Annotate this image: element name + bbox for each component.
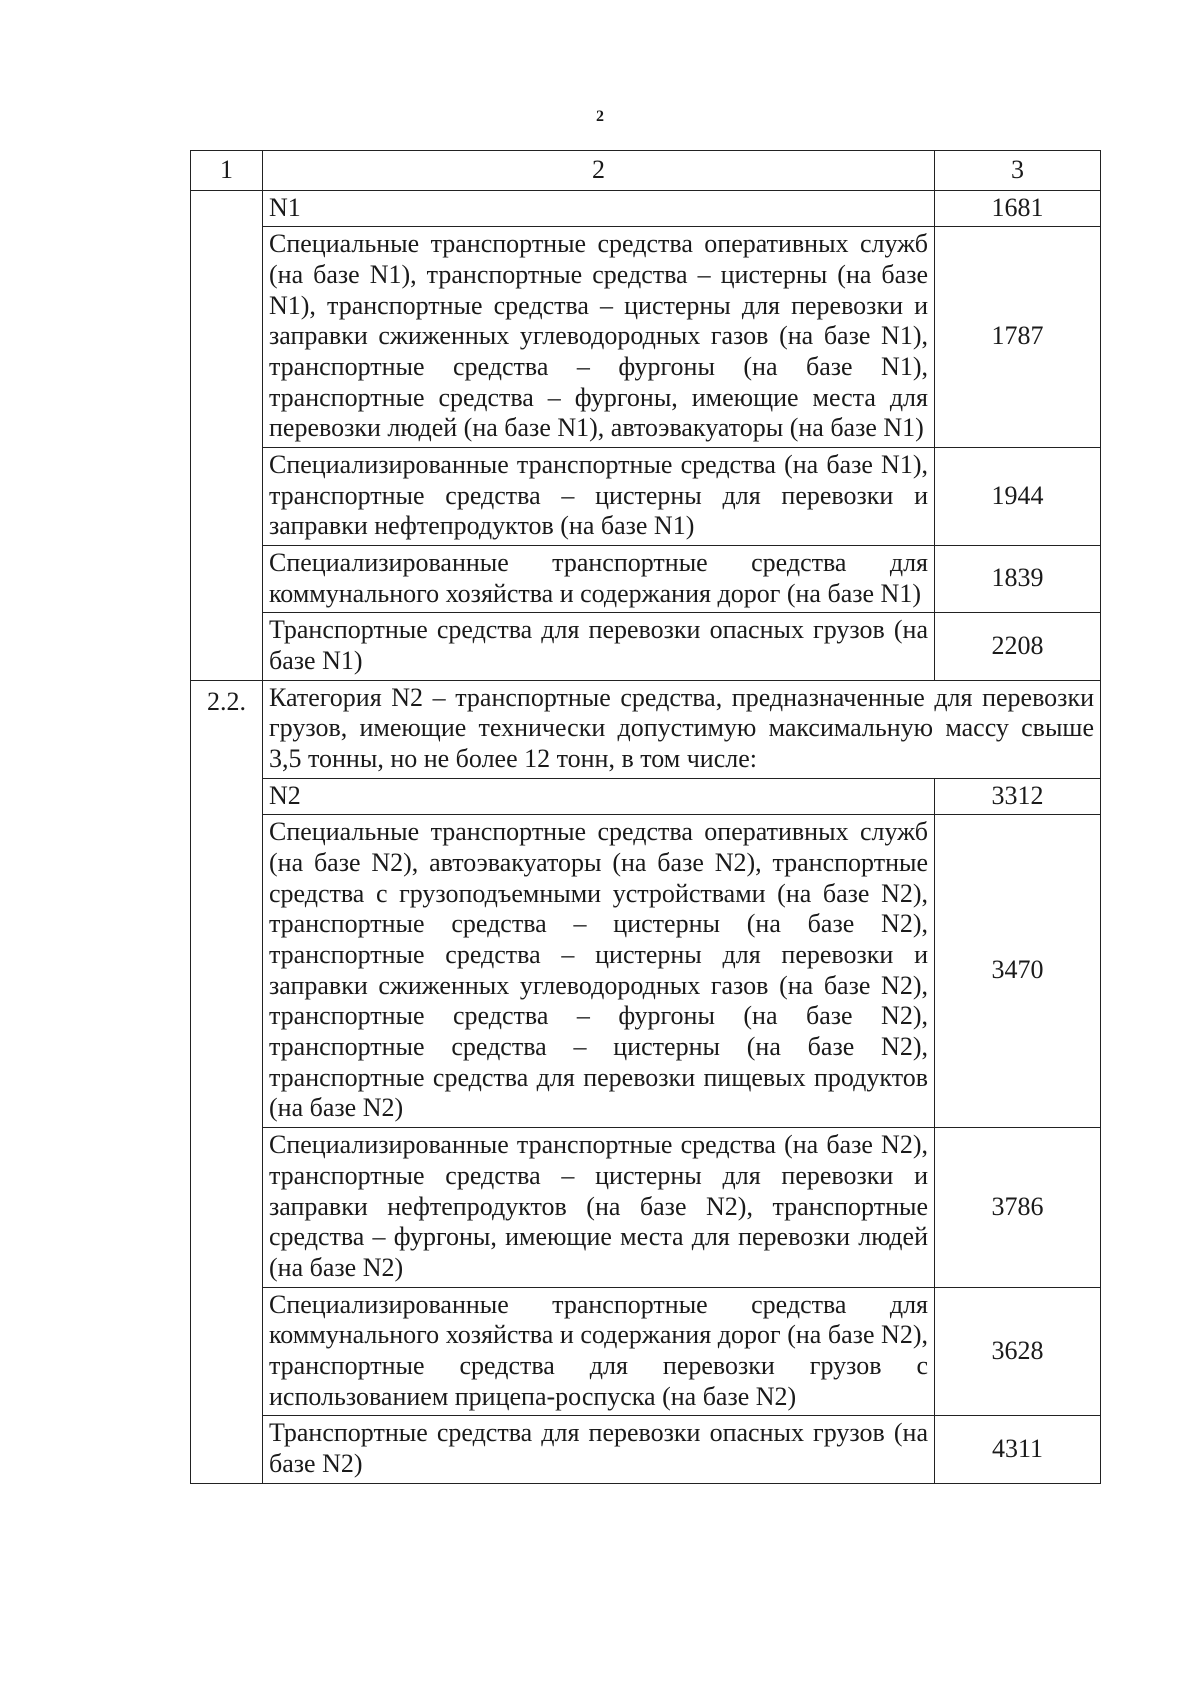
value-cell: 1944 bbox=[935, 448, 1101, 546]
column-header: 1 bbox=[191, 151, 263, 191]
vehicle-type-cell: Специализированные транспортные средства (на базе N1), транспортные средства – цистерны для перевозки и заправки нефтепродуктов (на базе N1) bbox=[263, 448, 935, 546]
value-cell: 1839 bbox=[935, 546, 1101, 613]
column-header: 2 bbox=[263, 151, 935, 191]
table-row bbox=[191, 227, 1101, 448]
vehicle-type-cell: Специализированные транспортные средства для коммунального хозяйства и содержания дорог (на базе N1) bbox=[263, 546, 935, 613]
table-row bbox=[191, 778, 1101, 815]
vehicle-type-cell: Специализированные транспортные средства (на базе N2), транспортные средства – цистерны для перевозки и заправки нефтепродуктов (на базе N2), транспортные средства – фургоны, имеющие места для перевозки людей (на базе N2) bbox=[263, 1128, 935, 1287]
table-header-row bbox=[191, 151, 1101, 191]
group-number bbox=[191, 190, 263, 680]
vehicle-type-cell: Специализированные транспортные средства для коммунального хозяйства и содержания дорог (на базе N2), транспортные средства для перевозки грузов с использованием прицепа-роспуска (на базе N2) bbox=[263, 1287, 935, 1416]
category-description: Категория N2 – транспортные средства, предназначенные для перевозки грузов, имеющие технически допустимую максимальную массу свыше 3,5 тонны, но не более 12 тонн, в том числе: bbox=[263, 680, 1101, 778]
vehicle-type-cell: N1 bbox=[263, 190, 935, 227]
table-row bbox=[191, 1287, 1101, 1416]
value-cell: 1681 bbox=[935, 190, 1101, 227]
table-row bbox=[191, 1416, 1101, 1483]
vehicle-type-cell: N2 bbox=[263, 778, 935, 815]
value-cell: 3786 bbox=[935, 1128, 1101, 1287]
page-number: 2 bbox=[596, 108, 604, 125]
value-cell: 3470 bbox=[935, 815, 1101, 1128]
value-cell: 3628 bbox=[935, 1287, 1101, 1416]
value-cell: 2208 bbox=[935, 613, 1101, 680]
vehicle-type-cell: Специальные транспортные средства оперативных служб (на базе N1), транспортные средства – цистерны (на базе N1), транспортные средства – цистерны для перевозки и заправки сжиженных углеводородных газов (на базе N1), транспортные средства – фургоны (на базе N1), транспортные средства – фургоны, имеющие места для перевозки людей (на базе N1), автоэвакуаторы (на базе N1) bbox=[263, 227, 935, 448]
value-cell: 4311 bbox=[935, 1416, 1101, 1483]
table-row bbox=[191, 1128, 1101, 1287]
table-row bbox=[191, 448, 1101, 546]
value-cell: 3312 bbox=[935, 778, 1101, 815]
table-row bbox=[191, 190, 1101, 227]
group-number: 2.2. bbox=[191, 680, 263, 1483]
vehicle-type-cell: Транспортные средства для перевозки опасных грузов (на базе N1) bbox=[263, 613, 935, 680]
table-row bbox=[191, 546, 1101, 613]
table-row bbox=[191, 815, 1101, 1128]
category-row bbox=[191, 680, 1101, 778]
table-row bbox=[191, 613, 1101, 680]
tariff-table bbox=[190, 150, 1101, 1484]
column-header: 3 bbox=[935, 151, 1101, 191]
vehicle-type-cell: Транспортные средства для перевозки опасных грузов (на базе N2) bbox=[263, 1416, 935, 1483]
value-cell: 1787 bbox=[935, 227, 1101, 448]
vehicle-type-cell: Специальные транспортные средства оперативных служб (на базе N2), автоэвакуаторы (на базе N2), транспортные средства с грузоподъемными устройствами (на базе N2), транспортные средства – цистерны (на базе N2), транспортные средства – цистерны для перевозки и заправки сжиженных углеводородных газов (на базе N2), транспортные средства – фургоны (на базе N2), транспортные средства – цистерны (на базе N2), транспортные средства для перевозки пищевых продуктов (на базе N2) bbox=[263, 815, 935, 1128]
